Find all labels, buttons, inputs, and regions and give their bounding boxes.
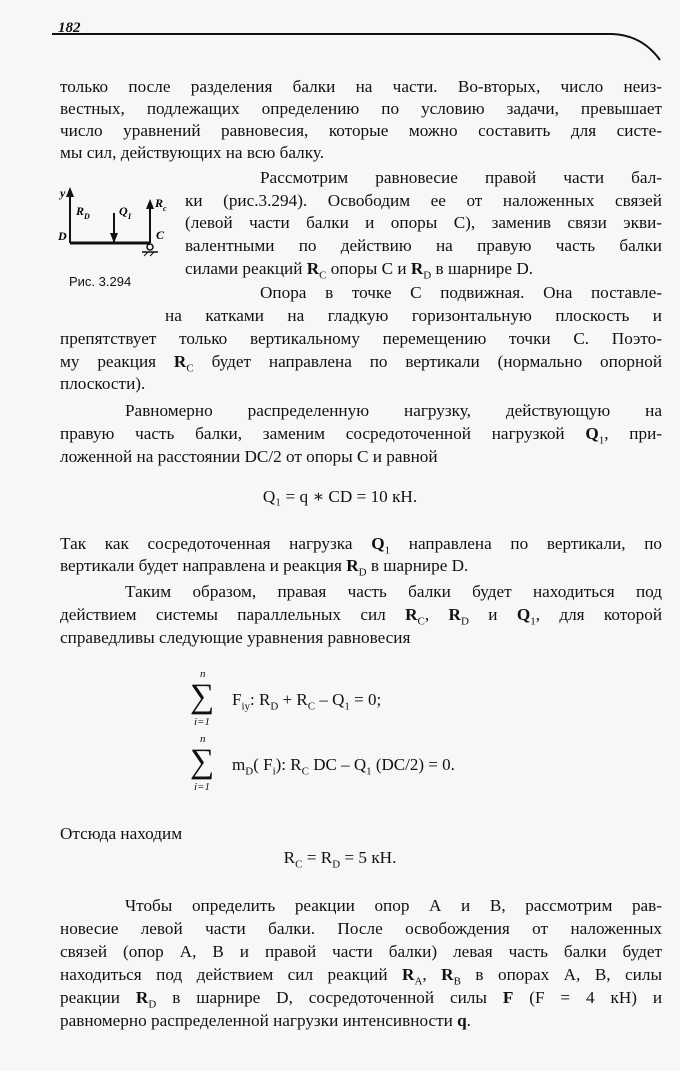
text-line: реакции $R_D$ в шарнире D, сосредоточенной силы F (F = 4 кН) и bbox=[60, 988, 663, 1011]
text-line: только после разделения балки на части. Во-вторых, число неиз- bbox=[60, 77, 662, 96]
fig-label-rc-sub: c bbox=[163, 204, 167, 213]
formula-q1: Q₁ = q ∗ CD = 10 кН. bbox=[262, 487, 418, 506]
text-line: равномерно распределенной нагрузки интенсивности q. bbox=[60, 1011, 471, 1030]
fig-label-q: Q bbox=[119, 204, 128, 218]
text-line: число уравнений равновесия, которые можно составить для систе- bbox=[60, 121, 662, 140]
fig-label-q-sub: I bbox=[128, 212, 132, 221]
text-line: мы сил, действующих на всю балку. bbox=[60, 143, 324, 162]
text-line: Опора в точке С подвижная. Она поставле- bbox=[260, 283, 662, 302]
text-line: новесие левой части балки. После освобождения от наложенных bbox=[60, 919, 662, 938]
formula-rc-rd: $R_C = R_D = 5$ кН. bbox=[283, 848, 397, 871]
text-line: Чтобы определить реакции опор А и В, рассмотрим рав- bbox=[125, 896, 662, 915]
text-line: ки (рис.3.294). Освободим ее от наложенных связей bbox=[185, 191, 662, 210]
fig-label-rd: R bbox=[76, 204, 85, 218]
text-line: на катками на гладкую горизонтальную плоскость и bbox=[165, 306, 662, 325]
figure-caption: Рис. 3.294 bbox=[69, 274, 132, 289]
text-line: Так как сосредоточенная нагрузка $Q_1$ направлена по вертикали, по bbox=[60, 534, 663, 557]
text-line: му реакция $R_C$ будет направлена по вертикали (нормально опорной bbox=[60, 352, 663, 375]
fig-label-d: D bbox=[58, 229, 67, 243]
text-line: (левой части балки и опоры С), заменив связи экви- bbox=[185, 213, 662, 232]
text-line: силами реакций $R_C$ опоры С и $R_D$ в шарнире D. bbox=[185, 259, 534, 282]
header-rule bbox=[52, 30, 662, 64]
page-number: 182 bbox=[58, 20, 81, 36]
fig-label-y: y bbox=[60, 186, 66, 200]
text-line: вестных, подлежащих определению по условию задачи, превышает bbox=[60, 99, 662, 118]
text-line: вертикали будет направлена и реакция $R_D$ в шарнире D. bbox=[60, 556, 469, 579]
text-line: Рассмотрим равновесие правой части бал- bbox=[260, 168, 662, 187]
text-line: действием системы параллельных сил $R_C$, $R_D$ и $Q_1$, для которой bbox=[60, 605, 663, 628]
text-line: правую часть балки, заменим сосредоточенной нагрузкой $Q_1$, при- bbox=[60, 424, 663, 447]
fig-label-rd-sub: D bbox=[84, 212, 90, 221]
text-line: находиться под действием сил реакций $R_A$, $R_B$ в опорах А, В, силы bbox=[60, 965, 662, 988]
text-line: Равномерно распределенную нагрузку, действующую на bbox=[125, 401, 662, 420]
fig-label-rc: R bbox=[155, 196, 164, 210]
text-line: ложенной на расстоянии DC/2 от опоры С и равной bbox=[60, 447, 438, 466]
text-line: связей (опор А, В и правой части балки) левая часть балки будет bbox=[60, 942, 662, 961]
text-line: справедливы следующие уравнения равновесия bbox=[60, 628, 411, 647]
paragraph-7: Отсюда находим bbox=[60, 824, 183, 843]
text-line: Таким образом, правая часть балки будет находиться под bbox=[125, 582, 662, 601]
text-line: препятствует только вертикальному перемещению точки С. Поэто- bbox=[60, 329, 662, 348]
text-line: валентными по действию на правую часть балки bbox=[185, 236, 662, 255]
beam-figure bbox=[58, 185, 173, 270]
fig-label-c: C bbox=[156, 228, 165, 242]
text-line: плоскости). bbox=[60, 374, 146, 393]
